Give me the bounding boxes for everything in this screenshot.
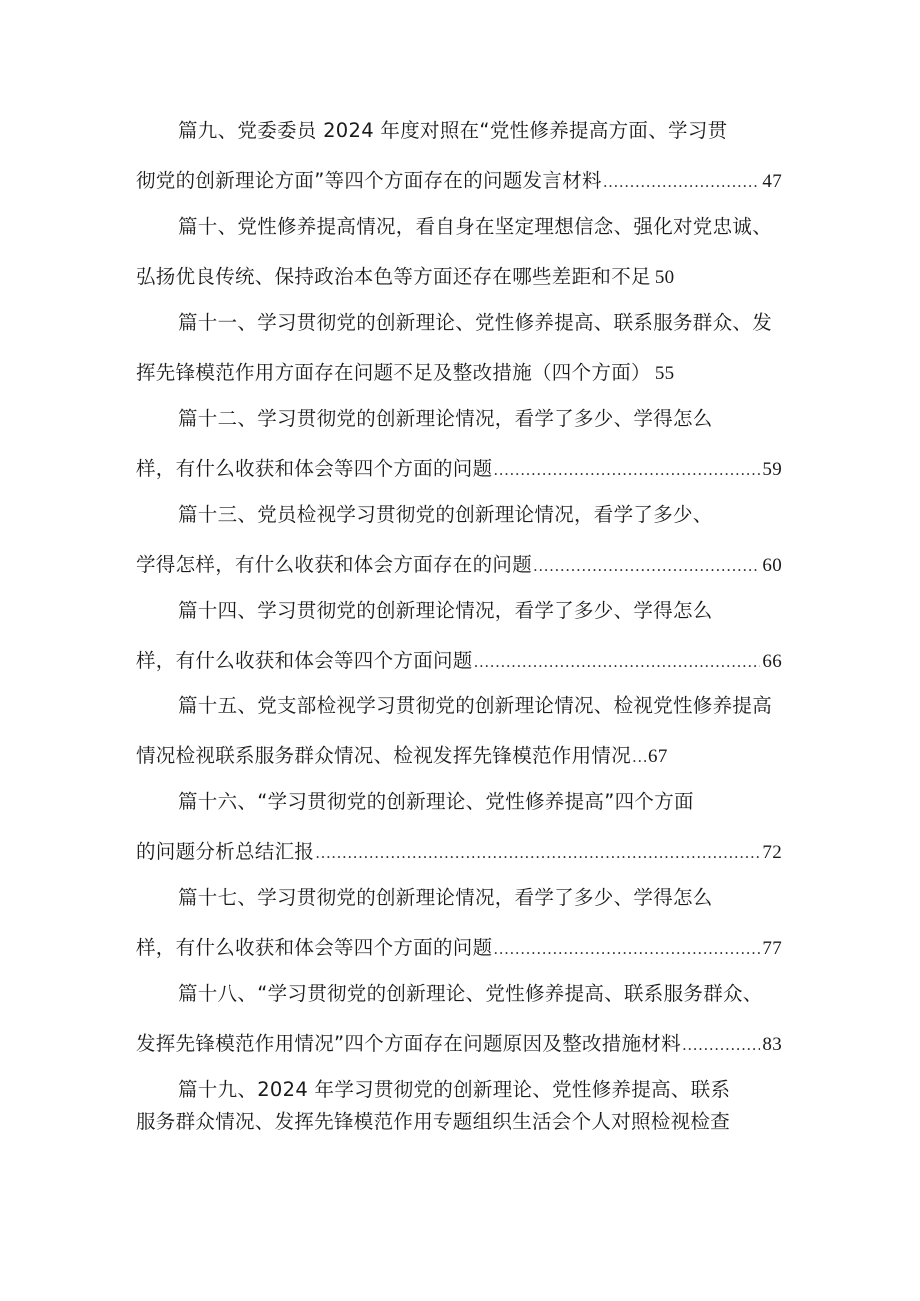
toc-entry-line2 xyxy=(136,1032,782,1057)
toc-entry-line1 xyxy=(136,886,782,910)
toc-entry-line1 xyxy=(136,119,782,143)
dot-leader xyxy=(632,745,646,769)
toc-entry-title-line2: 服务群众情况、发挥先锋模范作用专题组织生活会个人对照检视检查 xyxy=(136,1110,731,1133)
toc-entry-13[interactable] xyxy=(136,503,782,578)
toc-entry-title-line2: 情况检视联系服务群众情况、检视发挥先锋模范作用情况 xyxy=(136,744,632,767)
toc-entry-line2 xyxy=(136,169,782,194)
toc-entry-title-line2: 的问题分析总结汇报 xyxy=(136,840,315,863)
toc-entry-title-line2: 弘扬优良传统、保持政治本色等方面还存在哪些差距和不足 xyxy=(136,265,651,288)
toc-page-number: 66 xyxy=(762,651,782,672)
toc-page-number: 47 xyxy=(762,171,782,192)
toc-page-number: 59 xyxy=(762,459,782,480)
toc-entry-title-line1: 篇十六、“学习贯彻党的创新理论、党性修养提高”四个方面 xyxy=(178,790,694,813)
toc-entry-12[interactable] xyxy=(136,407,782,482)
toc-entry-line1 xyxy=(136,694,782,718)
toc-entry-line2 xyxy=(136,265,782,290)
toc-entry-9[interactable] xyxy=(136,119,782,194)
toc-entry-line2 xyxy=(136,457,782,482)
toc-page-number: 50 xyxy=(654,267,675,288)
toc-entry-title-line2: 样，有什么收获和体会等四个方面的问题 xyxy=(136,936,493,959)
toc-entry-line1 xyxy=(136,790,782,814)
dot-leader xyxy=(315,841,760,865)
dot-leader xyxy=(474,650,761,674)
toc-entry-line1 xyxy=(136,503,782,527)
dot-leader xyxy=(533,554,760,578)
toc-entry-line2 xyxy=(136,649,782,674)
toc-entry-title-line1: 篇十七、学习贯彻党的创新理论情况，看学了多少、学得怎么 xyxy=(178,886,713,909)
toc-entry-title-line2: 挥先锋模范作用方面存在问题不足及整改措施（四个方面） xyxy=(136,361,651,384)
dot-leader xyxy=(603,170,761,194)
toc-entry-title-line1: 篇十三、党员检视学习贯彻党的创新理论情况，看学了多少、 xyxy=(178,503,713,526)
toc-entry-10[interactable] xyxy=(136,215,782,290)
toc-entry-title-line2: 发挥先锋模范作用情况”四个方面存在问题原因及整改措施材料 xyxy=(136,1032,682,1055)
toc-entry-title-line1: 篇十、党性修养提高情况，看自身在坚定理想信念、强化对党忠诚、 xyxy=(178,215,773,238)
toc-page-number: 83 xyxy=(762,1034,782,1055)
toc-page-number: 67 xyxy=(648,746,668,767)
toc-page-number: 60 xyxy=(762,555,782,576)
toc-entry-line1 xyxy=(136,407,782,431)
dot-leader xyxy=(682,1033,760,1057)
toc-entry-title-line2: 样，有什么收获和体会等四个方面问题 xyxy=(136,649,473,672)
toc-page-number: 72 xyxy=(762,842,782,863)
toc-entry-title-line1: 篇十九、2024 年学习贯彻党的创新理论、党性修养提高、联系 xyxy=(178,1078,731,1101)
toc-entry-line2 xyxy=(136,936,782,961)
toc-entry-19[interactable] xyxy=(136,1078,782,1134)
toc-entry-title-line2: 样，有什么收获和体会等四个方面的问题 xyxy=(136,457,493,480)
toc-entry-line1 xyxy=(136,599,782,623)
toc-entry-title-line1: 篇十五、党支部检视学习贯彻党的创新理论情况、检视党性修养提高 xyxy=(178,694,773,717)
toc-entry-line1 xyxy=(136,982,782,1006)
toc-entry-16[interactable] xyxy=(136,790,782,865)
toc-entry-line1 xyxy=(136,215,782,239)
toc-page-number: 55 xyxy=(654,363,675,384)
toc-entry-line1 xyxy=(136,1078,782,1102)
toc-entry-line1 xyxy=(136,311,782,335)
toc-entry-title-line2: 学得怎样，有什么收获和体会方面存在的问题 xyxy=(136,553,533,576)
toc-entry-line2 xyxy=(136,1110,782,1134)
toc-entry-line2 xyxy=(136,553,782,578)
toc-entry-title-line1: 篇十八、“学习贯彻党的创新理论、党性修养提高、联系服务群众、 xyxy=(178,982,763,1005)
toc-entry-17[interactable] xyxy=(136,886,782,961)
dot-leader xyxy=(493,458,760,482)
toc-entry-title-line1: 篇九、党委委员 2024 年度对照在“党性修养提高方面、学习贯 xyxy=(178,119,728,142)
toc-page-number: 77 xyxy=(762,938,782,959)
toc-entry-18[interactable] xyxy=(136,982,782,1057)
toc-entry-title-line1: 篇十一、学习贯彻党的创新理论、党性修养提高、联系服务群众、发 xyxy=(178,311,773,334)
toc-entry-title-line2: 彻党的创新理论方面”等四个方面存在的问题发言材料 xyxy=(136,169,602,192)
toc-entry-line2 xyxy=(136,361,782,386)
dot-leader xyxy=(493,937,760,961)
toc-entry-14[interactable] xyxy=(136,599,782,674)
toc-entry-15[interactable] xyxy=(136,694,782,769)
toc-entry-title-line1: 篇十二、学习贯彻党的创新理论情况，看学了多少、学得怎么 xyxy=(178,407,713,430)
toc-entry-line2 xyxy=(136,840,782,865)
toc-entry-title-line1: 篇十四、学习贯彻党的创新理论情况，看学了多少、学得怎么 xyxy=(178,599,713,622)
toc-entry-11[interactable] xyxy=(136,311,782,386)
toc-entry-line2 xyxy=(136,744,782,769)
